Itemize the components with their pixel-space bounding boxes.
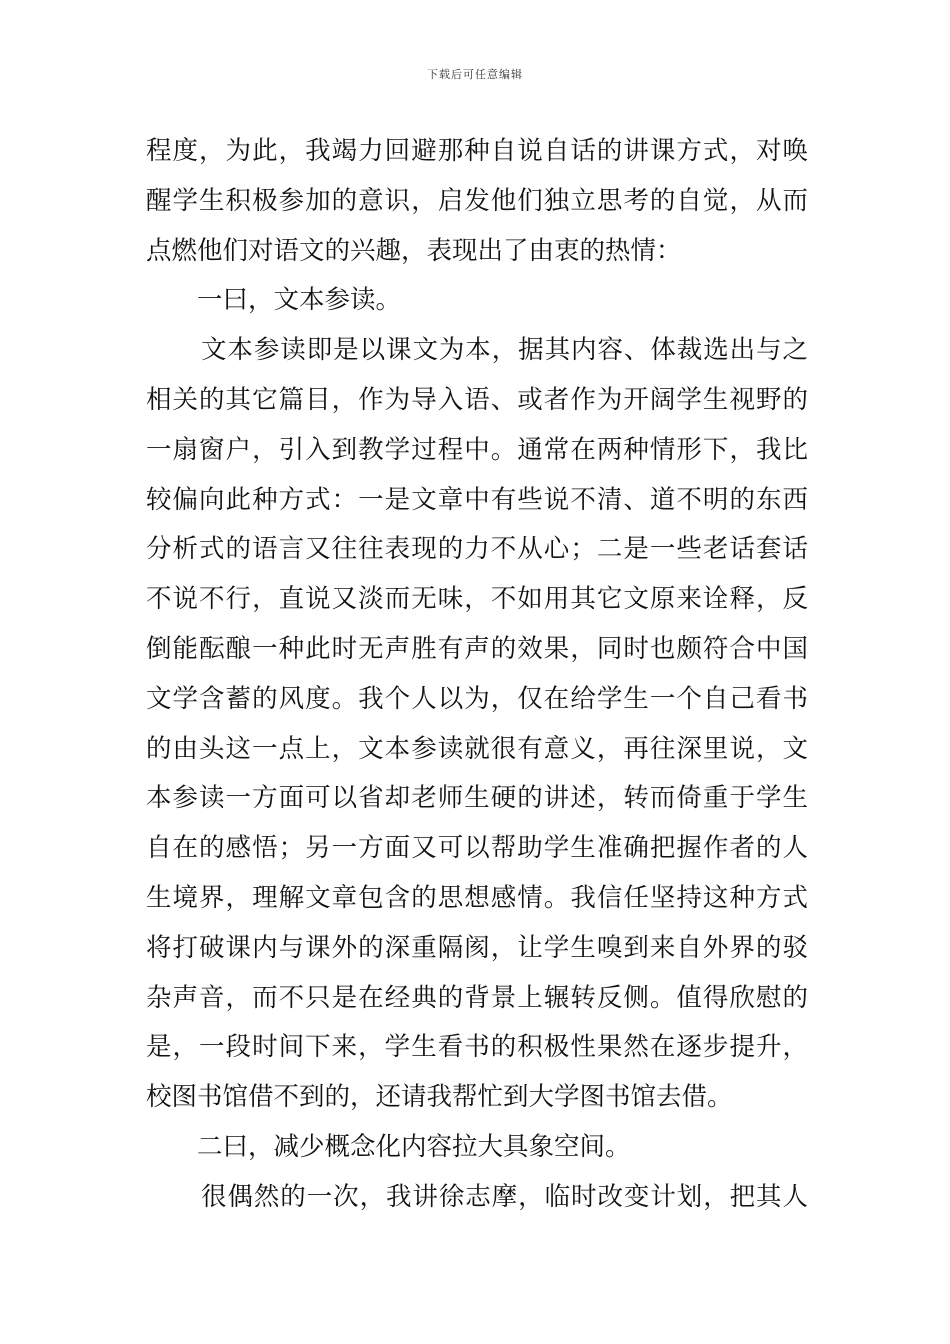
paragraph-line: 是，一段时间下来，学生看书的积极性果然在逐步提升， [146,1032,808,1063]
paragraph-line: 程度，为此，我竭力回避那种自说自话的讲课方式，对唤 [146,136,808,166]
paragraph-line: 杂声音，而不只是在经典的背景上辗转反侧。值得欣慰的 [146,982,808,1013]
paragraph-line: 较偏向此种方式：一是文章中有些说不清、道不明的东西 [146,484,808,515]
paragraph-line: 的由头这一点上，文本参读就很有意义，再往深里说，文 [146,733,808,764]
paragraph-line: 自在的感悟；另一方面又可以帮助学生准确把握作者的人 [146,833,808,864]
paragraph-line: 倒能酝酿一种此时无声胜有声的效果，同时也颇符合中国 [146,633,808,664]
paragraph-line: 不说不行，直说又淡而无味，不如用其它文原来诠释，反 [146,584,808,615]
paragraph-line: 相关的其它篇目，作为导入语、或者作为开阔学生视野的 [146,384,808,415]
paragraph-line: 醒学生积极参加的意识，启发他们独立思考的自觉，从而 [146,185,808,216]
paragraph-line: 文本参读即是以课文为本，据其内容、体裁选出与之 [201,335,808,366]
page-header: 下载后可任意编辑 [427,68,523,81]
paragraph-line: 本参读一方面可以省却老师生硬的讲述，转而倚重于学生 [146,783,808,814]
paragraph-line: 一扇窗户，引入到教学过程中。通常在两种情形下，我比 [146,434,808,465]
paragraph-line: 点燃他们对语文的兴趣，表现出了由衷的热情： [146,235,682,266]
paragraph-line: 校图书馆借不到的，还请我帮忙到大学图书馆去借。 [146,1082,733,1113]
paragraph-line: 很偶然的一次，我讲徐志摩，临时改变计划，把其人 [201,1181,808,1212]
paragraph-line: 将打破课内与课外的深重隔阂，让学生嗅到来自外界的驳 [146,932,808,963]
paragraph-line: 文学含蓄的风度。我个人以为，仅在给学生一个自己看书 [146,683,808,714]
paragraph-line: 分析式的语言又往往表现的力不从心；二是一些老话套话 [146,534,808,565]
paragraph-line: 生境界，理解文章包含的思想感情。我信任坚持这种方式 [146,882,808,913]
section-heading: 二曰，减少概念化内容拉大具象空间。 [197,1131,631,1162]
document-body [146,127,808,1223]
section-heading: 一曰，文本参读。 [197,285,402,316]
